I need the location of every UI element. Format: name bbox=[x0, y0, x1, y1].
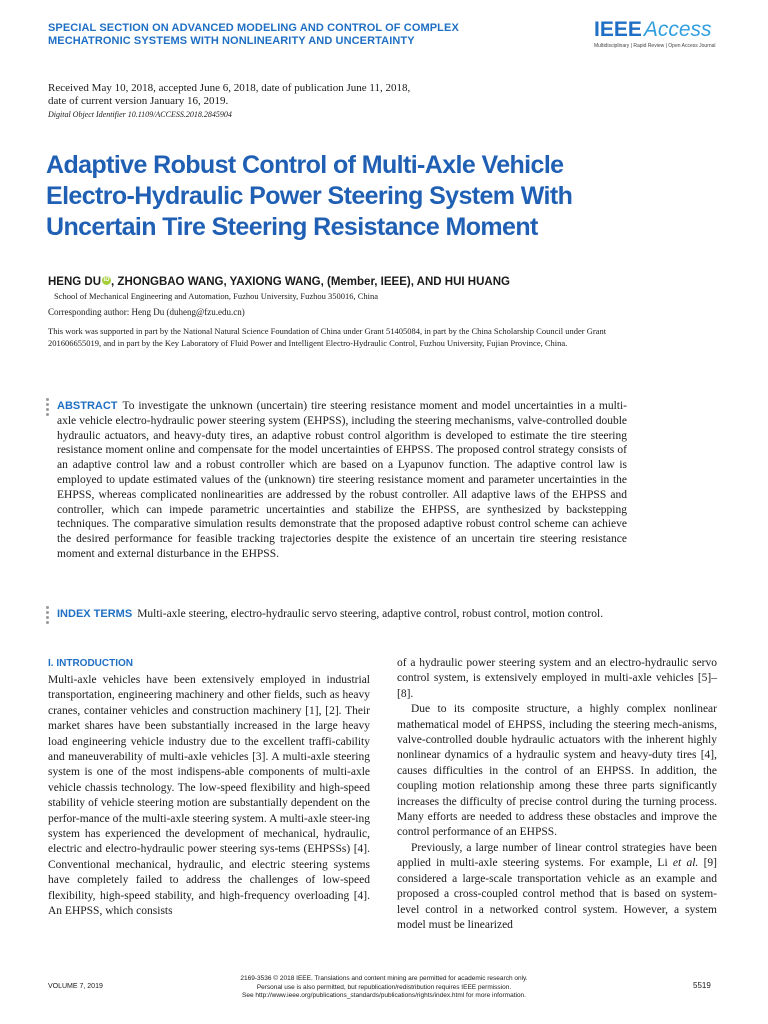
title-line-1: Adaptive Robust Control of Multi-Axle Vehicle bbox=[46, 151, 564, 179]
footer-volume: VOLUME 7, 2019 bbox=[48, 983, 103, 990]
introduction-heading: I. INTRODUCTION bbox=[48, 658, 133, 669]
notice-line-3[interactable]: See http://www.ieee.org/publications_standards/publications/rights/index.html for more information. bbox=[242, 992, 526, 999]
paper-title bbox=[46, 150, 666, 243]
logo-tagline: Multidisciplinary | Rapid Review | Open Access Journal bbox=[594, 43, 716, 49]
current-version-line: date of current version January 16, 2019. bbox=[48, 95, 229, 107]
author-list bbox=[48, 276, 688, 288]
ieee-access-logo[interactable] bbox=[594, 18, 724, 49]
notice-line-1: 2169-3536 © 2018 IEEE. Translations and content mining are permitted for academic research only. bbox=[240, 975, 528, 982]
affiliation: School of Mechanical Engineering and Automation, Fuzhou University, Fuzhou 350016, China bbox=[54, 291, 379, 301]
orcid-icon[interactable]: iD bbox=[103, 277, 110, 283]
received-dates bbox=[48, 82, 508, 108]
left-column bbox=[48, 673, 370, 920]
title-line-2: Electro-Hydraulic Power Steering System With bbox=[46, 182, 573, 210]
abstract-text: To investigate the unknown (uncertain) tire steering resistance moment and model uncertainties in a multi-axle vehicle electro-hydraulic power steering system (EHPSS), including the steering mechanisms, valve-controlled double hydraulic actuators, and heavy-duty tires, an adaptive robust control algorithm is developed to estimate the tire steering resistance moment online and compensate for the model uncertainties of EHPSS. The proposed control strategy consists of an adaptive control law and a robust controller which are based on a Lyapunov function. The adaptive control law is employed to update estimated values of the (unknown) tire steering resistance moment and parameter uncertainties in the EHPSS, whereas complicated nonlinearities are addressed by the robust controller. All adaptive laws of the EHPSS and controller, which can impede parametric uncertainties and stabilize the EHPSS, are synthesized by backstepping techniques. The comparative simulation results demonstrate that the proposed adaptive robust control scheme can achieve the desired performance for feasible tracking trajectories despite the existence of an uncertain tire steering resistance moment and external disturbance in the EHPSS. bbox=[57, 400, 627, 560]
right-column bbox=[397, 656, 717, 933]
intro-paragraph-3 bbox=[397, 841, 717, 933]
index-terms-block bbox=[57, 607, 627, 622]
index-terms-text: Multi-axle steering, electro-hydraulic servo steering, adaptive control, robust control, motion control. bbox=[137, 608, 604, 620]
page-number: 5519 bbox=[693, 981, 711, 990]
logo-access-text: Access bbox=[643, 18, 712, 41]
abstract-label: ABSTRACT bbox=[57, 400, 118, 412]
special-section-banner bbox=[48, 22, 518, 48]
doi-identifier[interactable]: Digital Object Identifier 10.1109/ACCESS.2018.2845904 bbox=[48, 110, 232, 119]
para3-text-before: Previously, a large number of linear control strategies have been applied in multi-axle steering systems. For example, Li bbox=[397, 841, 717, 870]
funding-note: This work was supported in part by the National Natural Science Foundation of China under Grant 51405084, in part by the China Scholarship Council under Grant 201606655019, and in part by the Key Laboratory of Fluid Power and Intelligent Electro-Hydraulic Control, Fuzhou University, Fujian Province, China. bbox=[48, 326, 607, 348]
intro-paragraph-2: Due to its composite structure, a highly complex nonlinear mathematical model of EHPSS, including the steering mech-anisms, valve-controlled double hydraulic actuators with the inherent highly nonlinear dynamics of a hydraulic system and heavy-duty tires [4], causes difficulties in the control of an EHPSS. In addition, the coupling motion relationship among these three parts significantly increases the difficulty of precise control during the turning process. Many efforts are needed to address these obstacles and improve the control performance of an EHPSS. bbox=[397, 703, 717, 839]
abstract-block bbox=[57, 399, 627, 562]
intro-paragraph-1: Multi-axle vehicles have been extensively employed in industrial transportation, engineering machinery and other fields, such as heavy cranes, container vehicles and construction machinery [1], [2]. Their market shares have been substantially increased in the large heavy load engineering vehicle industry due to the excellent traffi-cability and maneuverability of multi-axle vehicles [3]. A multi-axle steering system is one of the most indispens-able components of multi-axle vehicle chassis technology. The low-speed flexibility and high-speed stability of vehicle steering motion are substantially dependent on the perfor-mance of the multi-axle steering system. A multi-axle steer-ing system has experienced the development of mechanical, hydraulic, electric and electro-hydraulic power steering sys-tems (EHPSSs) [4]. Conventional mechanical, hydraulic, and electric steering systems have completely failed to address the challenges of low-speed flexibility, high-speed stability, and high-frequency overloading [4]. An EHPSS, which consists bbox=[48, 674, 370, 918]
section-line-1: SPECIAL SECTION ON ADVANCED MODELING AND CONTROL OF COMPLEX bbox=[48, 22, 459, 34]
footer-copyright-notice bbox=[170, 975, 598, 1001]
title-line-3: Uncertain Tire Steering Resistance Moment bbox=[46, 213, 538, 241]
notice-line-2: Personal use is also permitted, but republication/redistribution requires IEEE permission. bbox=[256, 983, 512, 991]
section-line-2: MECHATRONIC SYSTEMS WITH NONLINEARITY AND UNCERTAINTY bbox=[48, 35, 415, 47]
received-line: Received May 10, 2018, accepted June 6, 2018, date of publication June 11, 2018, bbox=[48, 82, 411, 94]
author-first: HENG DU bbox=[48, 276, 102, 288]
index-terms-dots-icon bbox=[46, 606, 50, 626]
corresponding-author: Corresponding author: Heng Du (duheng@fzu.edu.cn) bbox=[48, 307, 245, 317]
logo-ieee-text: IEEE bbox=[594, 18, 642, 41]
para3-et-al: et al. bbox=[672, 857, 699, 870]
abstract-dots-icon bbox=[46, 398, 50, 418]
intro-paragraph-continued: of a hydraulic power steering system and an electro-hydraulic servo control system, is extensively employed in multi-axle vehicles [5]–[8]. bbox=[397, 657, 717, 700]
index-terms-label: INDEX TERMS bbox=[57, 608, 133, 620]
authors-rest: , ZHONGBAO WANG, YAXIONG WANG, (Member, IEEE), AND HUI HUANG bbox=[111, 276, 510, 288]
para3-text-after: [9] considered a large-scale transportation vehicle as an example and proposed a cross-coupled control method that is based on system-level control in a networked control system. However, a system model must be linearized bbox=[397, 857, 717, 931]
